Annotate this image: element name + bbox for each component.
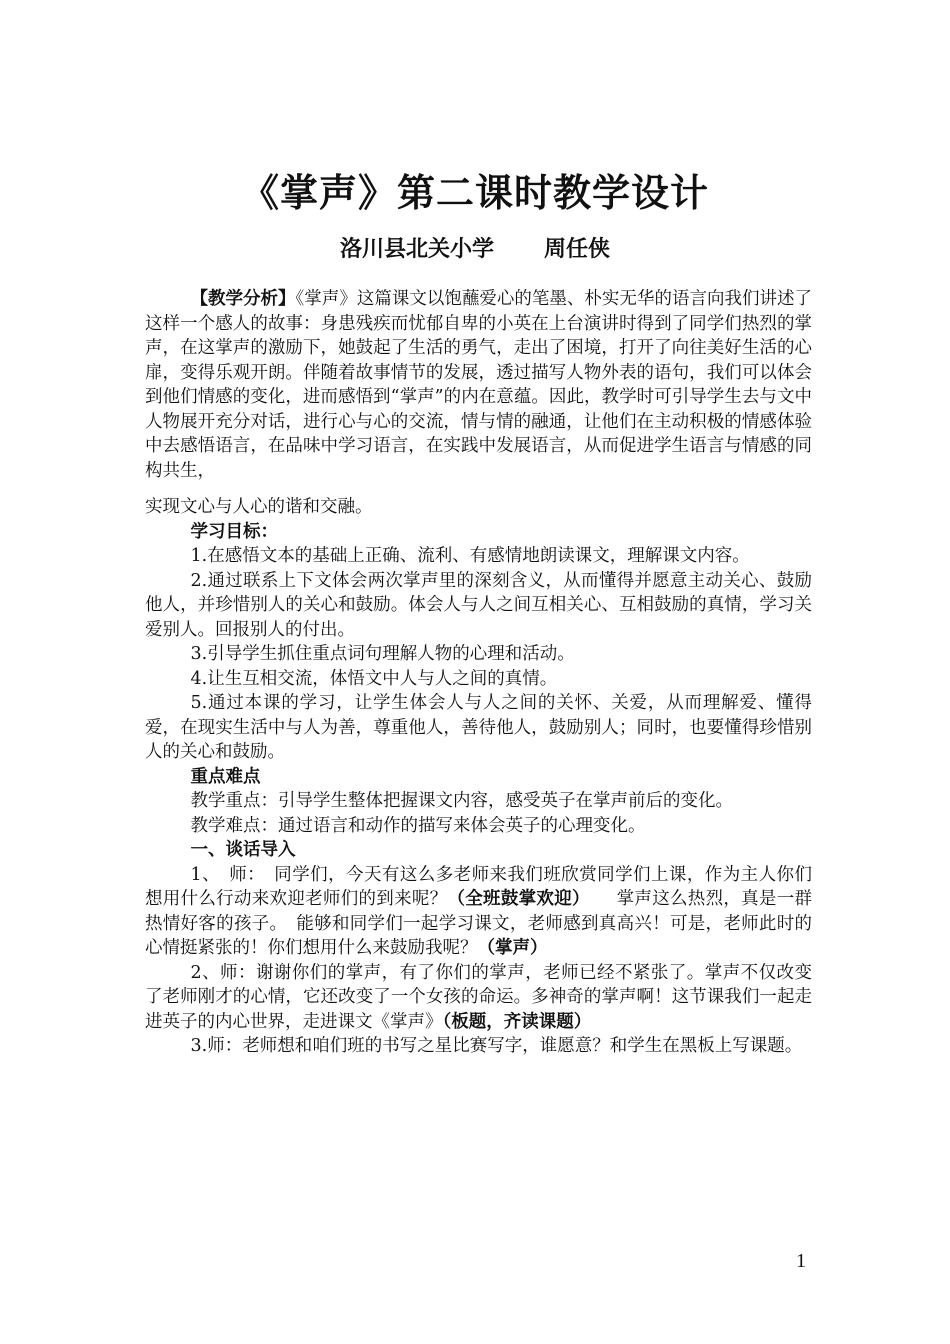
- document-title: 《掌声》第二课时教学设计: [240, 170, 709, 215]
- key-focus: 教学重点：引导学生整体把握课文内容，感受英子在掌声前后的变化。: [190, 791, 733, 811]
- section1-paragraph-3: 3.师：老师想和咱们班的书写之星比赛写字，谁愿意？和学生在黑板上写课题。: [190, 1036, 803, 1056]
- goal-item-2: 2.通过联系上下文体会两次掌声里的深刻含义，从而懂得并愿意主动关心、鼓励他人，并珍惜别人的关心和鼓励。体会人与人之间互相关心、互相鼓励的真情，学习关爱别人。回报别人的付出。: [145, 570, 812, 640]
- section1-p1-note-2: （掌声）: [477, 938, 548, 958]
- section1-paragraph-2: [145, 961, 812, 1035]
- goals-heading: 学习目标：: [190, 521, 278, 542]
- goal-item-3: 3.引导学生抓住重点词句理解人物的心理和活动。: [190, 644, 575, 664]
- key-heading: 重点难点: [190, 766, 261, 787]
- section1-paragraph-1: [145, 863, 812, 961]
- section1-heading: 一、谈话导入: [190, 840, 296, 860]
- analysis-label: 【教学分析】: [190, 289, 296, 309]
- section1-p1-text-2: 掌声这么热烈，真是一群热情好客的孩子。 能够和同学们一起学习课文，老师感到真高兴！可是，老师此时的心情挺紧张的！你们想用什么来鼓励我呢？: [145, 889, 813, 958]
- analysis-tail: 实现文心与人心的谐和交融。: [145, 497, 373, 517]
- analysis-paragraph: [145, 287, 812, 483]
- section1-p1-note: （全班鼓掌欢迎）: [447, 889, 582, 909]
- key-difficulty: 教学难点：通过语言和动作的描写来体会英子的心理变化。: [190, 815, 646, 836]
- author-name: 周任侠: [544, 236, 611, 262]
- author-school: 洛川县北关小学: [339, 236, 494, 262]
- analysis-text: 《掌声》这篇课文以饱蘸爱心的笔墨、朴实无华的语言向我们讲述了这样一个感人的故事：身患残疾而忧郁自卑的小英在上台演讲时得到了同学们热烈的掌声，在这掌声的激励下，她鼓起了生活的勇气，走出了困境，打开了向往美好生活的心扉，变得乐观开朗。伴随着故事情节的发展，透过描写人物外表的语句，我们可以体会到他们情感的变化，进而感悟到“掌声”的内在意蕴。因此，教学时可引导学生去与文中人物展开充分对话，进行心与心的交流，情与情的融通，让他们在主动积极的情感体验中去感悟语言，在品味中学习语言，在实践中发展语言，从而促进学生语言与情感的同构共生，: [145, 289, 813, 481]
- paragraph-gap: [145, 483, 812, 495]
- goal-item-4: 4.让生互相交流，体悟文中人与人之间的真情。: [190, 668, 558, 689]
- goal-item-5: 5.通过本课的学习，让学生体会人与人之间的关怀、关爱，从而理解爱、懂得爱，在现实生活中与人为善，尊重他人，善待他人，鼓励别人；同时，也要懂得珍惜别人的关心和鼓励。: [145, 693, 812, 762]
- section1-p2-note: （板题，齐读课题）: [442, 1011, 592, 1032]
- document-body: [145, 287, 812, 1059]
- goal-item-1: 1.在感悟文本的基础上正确、流利、有感情地朗读课文，理解课文内容。: [190, 546, 750, 566]
- page-number: 1: [796, 1250, 806, 1272]
- section1-p1-text: 1、 师： 同学们，今天有这么多老师来我们班欣赏同学们上课，作为主人你们想用什么行动来欢迎老师们的到来呢？: [145, 864, 812, 909]
- author-line: [0, 232, 950, 263]
- section1-p2-text: 2、师：谢谢你们的掌声，有了你们的掌声，老师已经不紧张了。掌声不仅改变了老师刚才的心情，它还改变了一个女孩的命运。多神奇的掌声啊！这节课我们一起走进英子的内心世界，走进课文《掌声》: [145, 962, 812, 1032]
